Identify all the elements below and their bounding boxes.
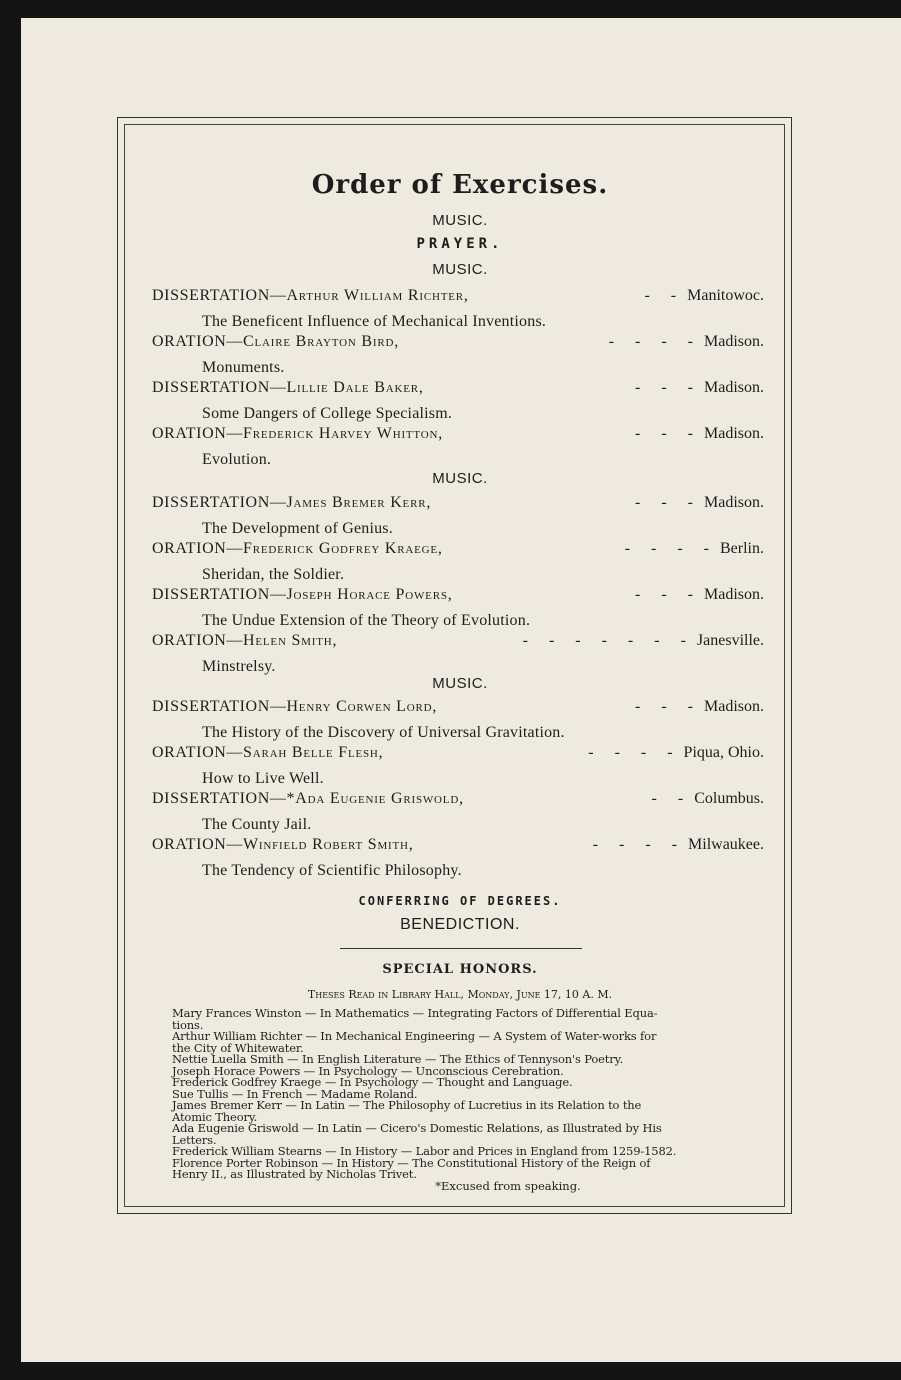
honor-line: Henry II., as Illustrated by Nicholas Trivet. — [172, 1167, 417, 1181]
exercise-kind: DISSERTATION— — [152, 586, 287, 603]
exercise-kind: DISSERTATION— — [152, 287, 287, 304]
speaker-hometown: Madison. — [704, 698, 764, 715]
speaker-hometown: Columbus. — [694, 790, 764, 807]
honor-entry — [172, 1031, 764, 1054]
honor-line: James Bremer Kerr — In Latin — The Philosophy of Lucretius in its Relation to the — [172, 1098, 642, 1112]
exercise-subject: The Tendency of Scientific Philosophy. — [202, 862, 462, 879]
exercise-kind: DISSERTATION— — [152, 379, 287, 396]
honor-line: Ada Eugenie Griswold — In Latin — Cicero's Domestic Relations, as Illustrated by His — [172, 1121, 662, 1135]
speaker-name: Winfield Robert Smith, — [243, 836, 414, 853]
exercise-subject: The Undue Extension of the Theory of Evolution. — [202, 612, 531, 629]
exercise-subject: The History of the Discovery of Universal Gravitation. — [202, 724, 565, 741]
honor-entry — [172, 1155, 764, 1181]
leader-dashes: - - - — [635, 379, 694, 396]
leader-dashes: - - - - — [592, 836, 679, 853]
honor-line: tions. — [172, 1017, 204, 1032]
leader-dashes: - - - — [635, 425, 694, 442]
honor-entry — [172, 1123, 764, 1146]
special-honors-list — [172, 1008, 764, 1192]
speaker-hometown: Madison. — [704, 425, 764, 442]
speaker-name: Arthur William Richter, — [286, 287, 469, 304]
speaker-hometown: Madison. — [704, 494, 764, 511]
prayer-heading: PRAYER. — [416, 236, 504, 252]
exercise-group-2 — [152, 494, 764, 678]
exercise-item — [152, 790, 764, 836]
exercise-item — [152, 586, 764, 632]
speaker-name: Claire Brayton Bird, — [243, 333, 399, 350]
speaker-name: Joseph Horace Powers, — [286, 586, 453, 603]
exercise-item — [152, 540, 764, 586]
music-heading: MUSIC. — [432, 470, 488, 487]
speaker-hometown: Berlin. — [720, 540, 764, 557]
speaker-hometown: Manitowoc. — [687, 287, 764, 304]
music-heading: MUSIC. — [432, 261, 488, 278]
honor-line: Florence Porter Robinson — In History — The Constitutional History of the Reign of — [172, 1155, 651, 1170]
honor-line: Letters. — [172, 1132, 217, 1147]
exercise-kind: ORATION— — [152, 632, 244, 649]
leader-dashes: - - - - — [608, 333, 694, 350]
exercise-subject: Evolution. — [202, 451, 272, 468]
conferring-heading: CONFERRING OF DEGREES. — [358, 894, 562, 908]
exercise-subject: The Beneficent Influence of Mechanical Inventions. — [202, 313, 547, 330]
exercise-item — [152, 744, 764, 790]
exercise-item — [152, 494, 764, 540]
speaker-name: Lillie Dale Baker, — [286, 379, 424, 396]
music-heading: MUSIC. — [432, 212, 488, 229]
honor-entry — [172, 1100, 764, 1123]
benediction-heading: BENEDICTION. — [400, 916, 520, 933]
exercise-group-3 — [152, 698, 764, 882]
exercise-subject: The County Jail. — [202, 816, 312, 833]
speaker-name: Sarah Belle Flesh, — [243, 744, 384, 761]
honor-line: the City of Whitewater. — [172, 1040, 304, 1055]
music-heading: MUSIC. — [432, 675, 488, 692]
speaker-hometown: Milwaukee. — [688, 836, 764, 853]
exercise-kind: ORATION— — [152, 425, 244, 442]
speaker-hometown: Piqua, Ohio. — [683, 744, 764, 761]
speaker-name: Helen Smith, — [243, 632, 338, 649]
exercise-item — [152, 632, 764, 678]
exercise-subject: Monuments. — [202, 359, 285, 376]
exercise-subject: Minstrelsy. — [202, 658, 276, 675]
honor-line: Frederick William Stearns — In History — Labor and Prices in England from 1259-1582. — [172, 1144, 677, 1158]
exercise-item — [152, 379, 764, 425]
exercise-kind: DISSERTATION— — [152, 698, 287, 715]
exercise-kind: ORATION— — [152, 744, 244, 761]
speaker-hometown: Madison. — [704, 379, 764, 396]
exercise-item — [152, 425, 764, 471]
exercise-item — [152, 836, 764, 882]
exercise-subject: Sheridan, the Soldier. — [202, 566, 345, 583]
speaker-name: Henry Corwen Lord, — [286, 698, 438, 715]
leader-dashes: - - — [644, 287, 678, 304]
honor-line: Joseph Horace Powers — In Psychology — Unconscious Cerebration. — [172, 1063, 564, 1078]
honor-line: Frederick Godfrey Kraege — In Psychology — Thought and Language. — [172, 1075, 573, 1089]
special-honors-subheading: Theses Read in Library Hall, Monday, June 17, 10 A. M. — [307, 988, 613, 1001]
leader-dashes: - - - — [635, 586, 694, 603]
program-title: Order of Exercises. — [311, 170, 609, 200]
exercise-kind: ORATION— — [152, 540, 244, 557]
leader-dashes: - - - - — [624, 540, 710, 557]
special-honors-heading: SPECIAL HONORS. — [382, 962, 538, 977]
exercise-kind: ORATION— — [152, 836, 244, 853]
exercise-group-1 — [152, 287, 764, 471]
speaker-name: *Ada Eugenie Griswold, — [286, 790, 464, 807]
excused-footnote: *Excused from speaking. — [435, 1178, 581, 1193]
speaker-name: James Bremer Kerr, — [286, 494, 432, 511]
speaker-hometown: Madison. — [704, 333, 764, 350]
exercise-subject: Some Dangers of College Specialism. — [202, 405, 453, 422]
exercise-item — [152, 287, 764, 333]
honor-line: Nettie Luella Smith — In English Literature — The Ethics of Tennyson's Poetry. — [172, 1052, 623, 1066]
exercise-item — [152, 333, 764, 379]
leader-dashes: - - — [651, 790, 685, 807]
speaker-hometown: Janesville. — [696, 632, 764, 649]
honor-line: Mary Frances Winston — In Mathematics — Integrating Factors of Differential Equa- — [172, 1006, 658, 1020]
leader-dashes: - - - - - - - — [522, 632, 687, 649]
leader-dashes: - - - — [635, 494, 694, 511]
honor-line: Atomic Theory. — [172, 1109, 258, 1124]
honor-entry — [172, 1008, 764, 1031]
exercise-subject: How to Live Well. — [202, 770, 324, 787]
exercise-kind: DISSERTATION— — [152, 494, 287, 511]
leader-dashes: - - - - — [588, 744, 674, 761]
section-divider — [340, 948, 582, 949]
honor-line: Arthur William Richter — In Mechanical Engineering — A System of Water-works for — [172, 1029, 657, 1043]
speaker-name: Frederick Godfrey Kraege, — [243, 540, 443, 557]
honor-line: Sue Tullis — In French — Madame Roland. — [172, 1086, 418, 1101]
exercise-kind: DISSERTATION— — [152, 790, 287, 807]
speaker-name: Frederick Harvey Whitton, — [243, 425, 444, 442]
exercise-item — [152, 698, 764, 744]
leader-dashes: - - - — [635, 698, 694, 715]
exercise-kind: ORATION— — [152, 333, 244, 350]
exercise-subject: The Development of Genius. — [202, 520, 393, 537]
speaker-hometown: Madison. — [704, 586, 764, 603]
